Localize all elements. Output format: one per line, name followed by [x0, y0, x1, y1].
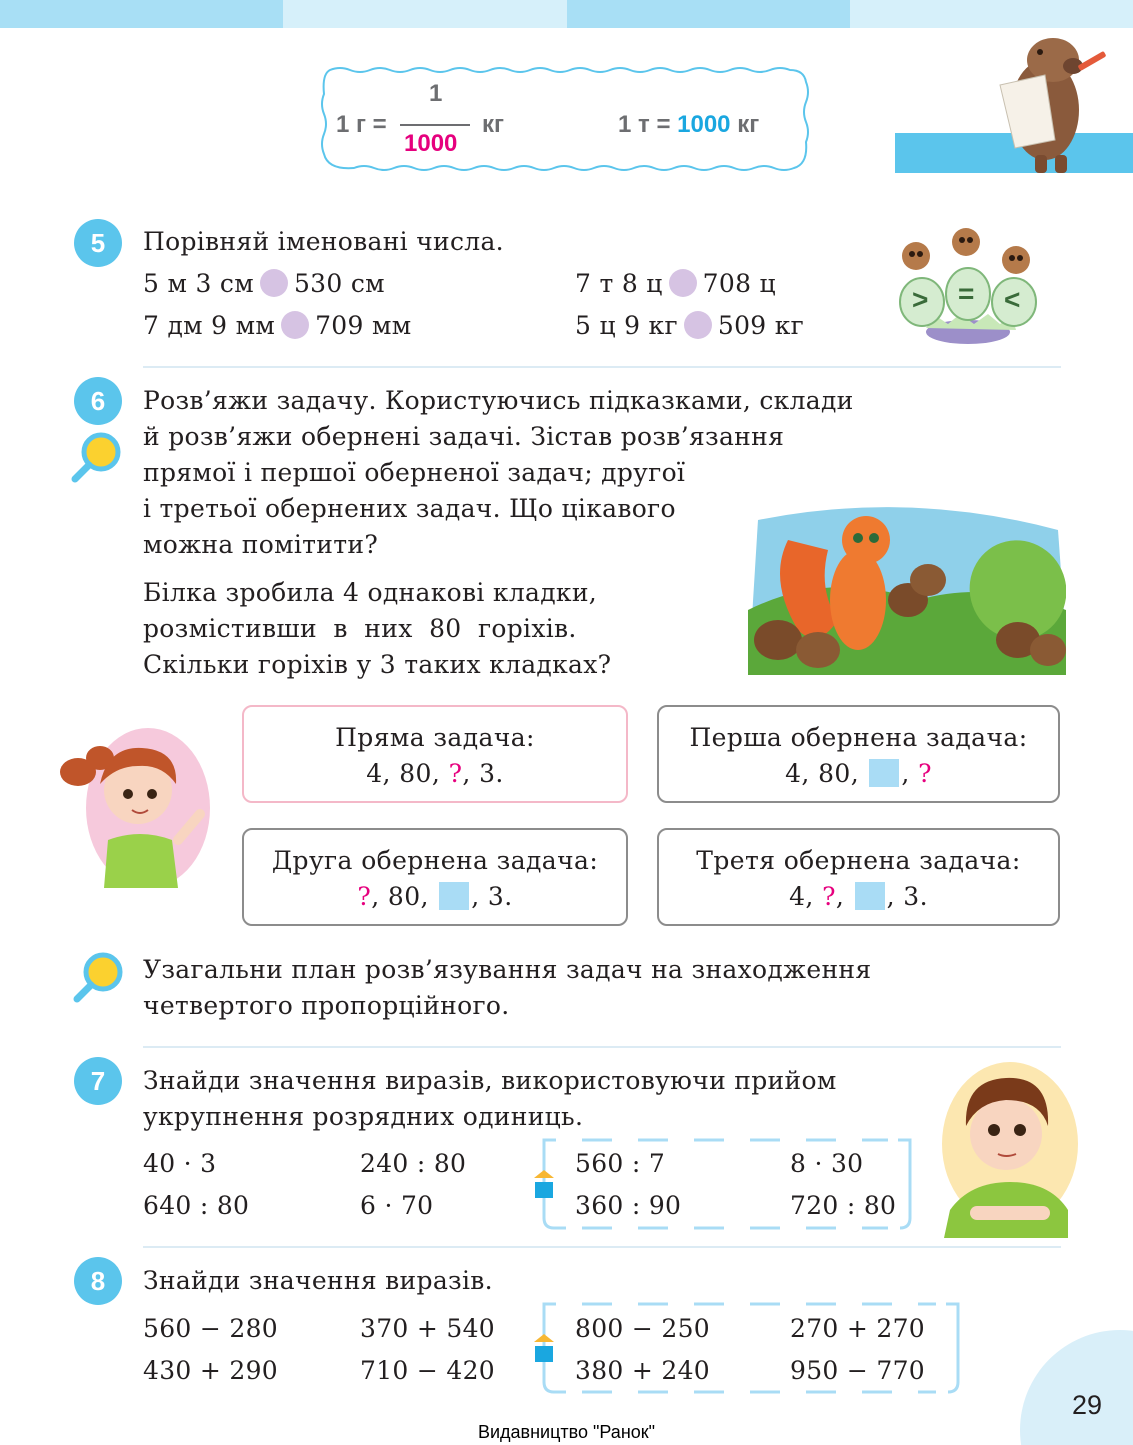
- card-values: [244, 879, 626, 915]
- less-sign: <: [1004, 284, 1021, 315]
- task6-problem-line: Білка зробила 4 однакові кладки,: [143, 578, 598, 607]
- task6-problem-line: Скільки горіхів у 3 таких кладках?: [143, 650, 612, 679]
- task7-instruction-line: Знайди значення виразів, використовуючи прийом: [143, 1066, 837, 1095]
- card-values-part: , 80,: [371, 882, 438, 911]
- greater-sign: >: [912, 284, 929, 315]
- ton-left: 1 т =: [618, 111, 671, 138]
- task5-comparison-row: [575, 308, 804, 344]
- unknown-mark: ?: [822, 882, 836, 911]
- task5-comparison-row: [575, 266, 776, 302]
- card-values: [659, 879, 1058, 915]
- second-inverse-task-card: [242, 828, 628, 926]
- house-icon: [532, 1332, 556, 1362]
- page-number: 29: [1072, 1390, 1103, 1420]
- unit-formula-box: [318, 66, 810, 172]
- compare-left: 7 дм 9 мм: [143, 311, 276, 340]
- top-bar-segment: [0, 0, 283, 28]
- expression: 640 : 80: [143, 1191, 250, 1220]
- card-values-part: , 3.: [462, 759, 504, 788]
- comparison-signs-illustration: [896, 228, 1042, 346]
- card-values-part: 4, 80,: [366, 759, 449, 788]
- task6-instruction-line: прямої і першої оберненої задач; другої: [143, 458, 686, 487]
- card-title: Друга обернена задача:: [271, 846, 599, 875]
- compare-left: 5 ц 9 кг: [575, 311, 678, 340]
- generalize-line: четвертого пропорційного.: [143, 991, 510, 1020]
- publisher-footer: Видавництво "Ранок": [477, 1422, 656, 1442]
- unknown-mark: ?: [918, 759, 932, 788]
- squirrel-illustration: [748, 500, 1066, 675]
- boy-illustration: [930, 1060, 1080, 1238]
- top-bar-segment: [567, 0, 850, 28]
- expression: 430 + 290: [143, 1356, 278, 1385]
- first-inverse-task-card: [657, 705, 1060, 803]
- card-values-part: 4, 80,: [785, 759, 868, 788]
- task5-title: Порівняй іменовані числа.: [143, 227, 504, 256]
- card-values-part: 4,: [789, 882, 823, 911]
- equal-sign: =: [958, 278, 975, 309]
- generalize-line: Узагальни план розв’язування задач на знаходження: [143, 955, 872, 984]
- ton-formula-left: [618, 111, 759, 139]
- expression: 270 + 270: [790, 1314, 925, 1343]
- compare-left: 7 т 8 ц: [575, 269, 663, 298]
- expression: 360 : 90: [575, 1191, 682, 1220]
- unknown-mark: ?: [357, 882, 372, 911]
- magnifier-icon: [70, 430, 124, 484]
- expression: 710 − 420: [360, 1356, 495, 1385]
- magnifier-icon: [72, 950, 126, 1004]
- compare-placeholder[interactable]: [260, 269, 288, 297]
- card-title: Перша обернена задача:: [689, 723, 1028, 752]
- task7-instruction-line: укрупнення розрядних одиниць.: [143, 1102, 584, 1131]
- compare-right: 708 ц: [702, 269, 776, 298]
- card-values-part: , 3.: [471, 882, 513, 911]
- gram-numerator: 1: [429, 80, 443, 107]
- card-title: Третя обернена задача:: [696, 846, 1021, 875]
- expression: 720 : 80: [790, 1191, 897, 1220]
- section-divider: [143, 1246, 1061, 1248]
- ton-value: 1000: [677, 111, 731, 138]
- task6-instruction-line: Розв’яжи задачу. Користуючись підказками, склади: [143, 386, 854, 415]
- task5-comparison-row: [143, 308, 411, 344]
- compare-placeholder[interactable]: [669, 269, 697, 297]
- task-number-badge: 5: [74, 219, 122, 267]
- unknown-mark: ?: [448, 759, 463, 788]
- third-inverse-task-card: [657, 828, 1060, 926]
- task5-comparison-row: [143, 266, 385, 302]
- capybara-illustration: [895, 30, 1133, 175]
- task6-instruction-line: і третьої обернених задач. Що цікавого: [143, 494, 676, 523]
- expression: 560 : 7: [575, 1149, 666, 1178]
- blank-square[interactable]: [439, 882, 469, 910]
- expression: 6 · 70: [360, 1191, 434, 1220]
- compare-right: 709 мм: [315, 311, 412, 340]
- compare-placeholder[interactable]: [684, 311, 712, 339]
- task8-title: Знайди значення виразів.: [143, 1266, 493, 1295]
- expression: 240 : 80: [360, 1149, 467, 1178]
- card-values: [244, 756, 626, 792]
- expression: 40 · 3: [143, 1149, 217, 1178]
- compare-left: 5 м 3 см: [143, 269, 254, 298]
- task6-instruction-line: й розв’яжи обернені задачі. Зістав розв’язання: [143, 422, 785, 451]
- compare-right: 530 см: [293, 269, 385, 298]
- expression: 8 · 30: [790, 1149, 864, 1178]
- card-values-part: ,: [835, 882, 853, 911]
- card-title: Пряма задача:: [335, 723, 535, 752]
- house-icon: [532, 1168, 556, 1198]
- task-number-badge: 6: [74, 377, 122, 425]
- gram-denominator: 1000: [404, 130, 458, 157]
- section-divider: [143, 1046, 1061, 1048]
- expression: 950 − 770: [790, 1356, 925, 1385]
- card-values-part: ,: [901, 759, 919, 788]
- section-divider: [143, 366, 1061, 368]
- task-number-badge: 8: [74, 1257, 122, 1305]
- direct-task-card: [242, 705, 628, 803]
- fraction-line: [400, 124, 470, 126]
- task6-instruction-line: можна помітити?: [143, 530, 379, 559]
- compare-placeholder[interactable]: [281, 311, 309, 339]
- card-values: [659, 756, 1058, 792]
- expression: 560 − 280: [143, 1314, 278, 1343]
- blank-square[interactable]: [869, 759, 899, 787]
- gram-formula-left: 1 г =: [336, 111, 387, 138]
- expression: 380 + 240: [575, 1356, 710, 1385]
- expression: 370 + 540: [360, 1314, 495, 1343]
- gram-unit: кг: [482, 111, 505, 138]
- top-bar-segment: [283, 0, 567, 28]
- blank-square[interactable]: [855, 882, 885, 910]
- ton-unit: кг: [737, 111, 760, 138]
- compare-right: 509 кг: [717, 311, 805, 340]
- top-bar-segment: [850, 0, 1133, 28]
- card-values-part: , 3.: [886, 882, 928, 911]
- girl-illustration: [60, 728, 212, 890]
- task-number-badge: 7: [74, 1057, 122, 1105]
- task6-problem-line: розмістивши в них 80 горіхів.: [143, 614, 577, 643]
- expression: 800 − 250: [575, 1314, 710, 1343]
